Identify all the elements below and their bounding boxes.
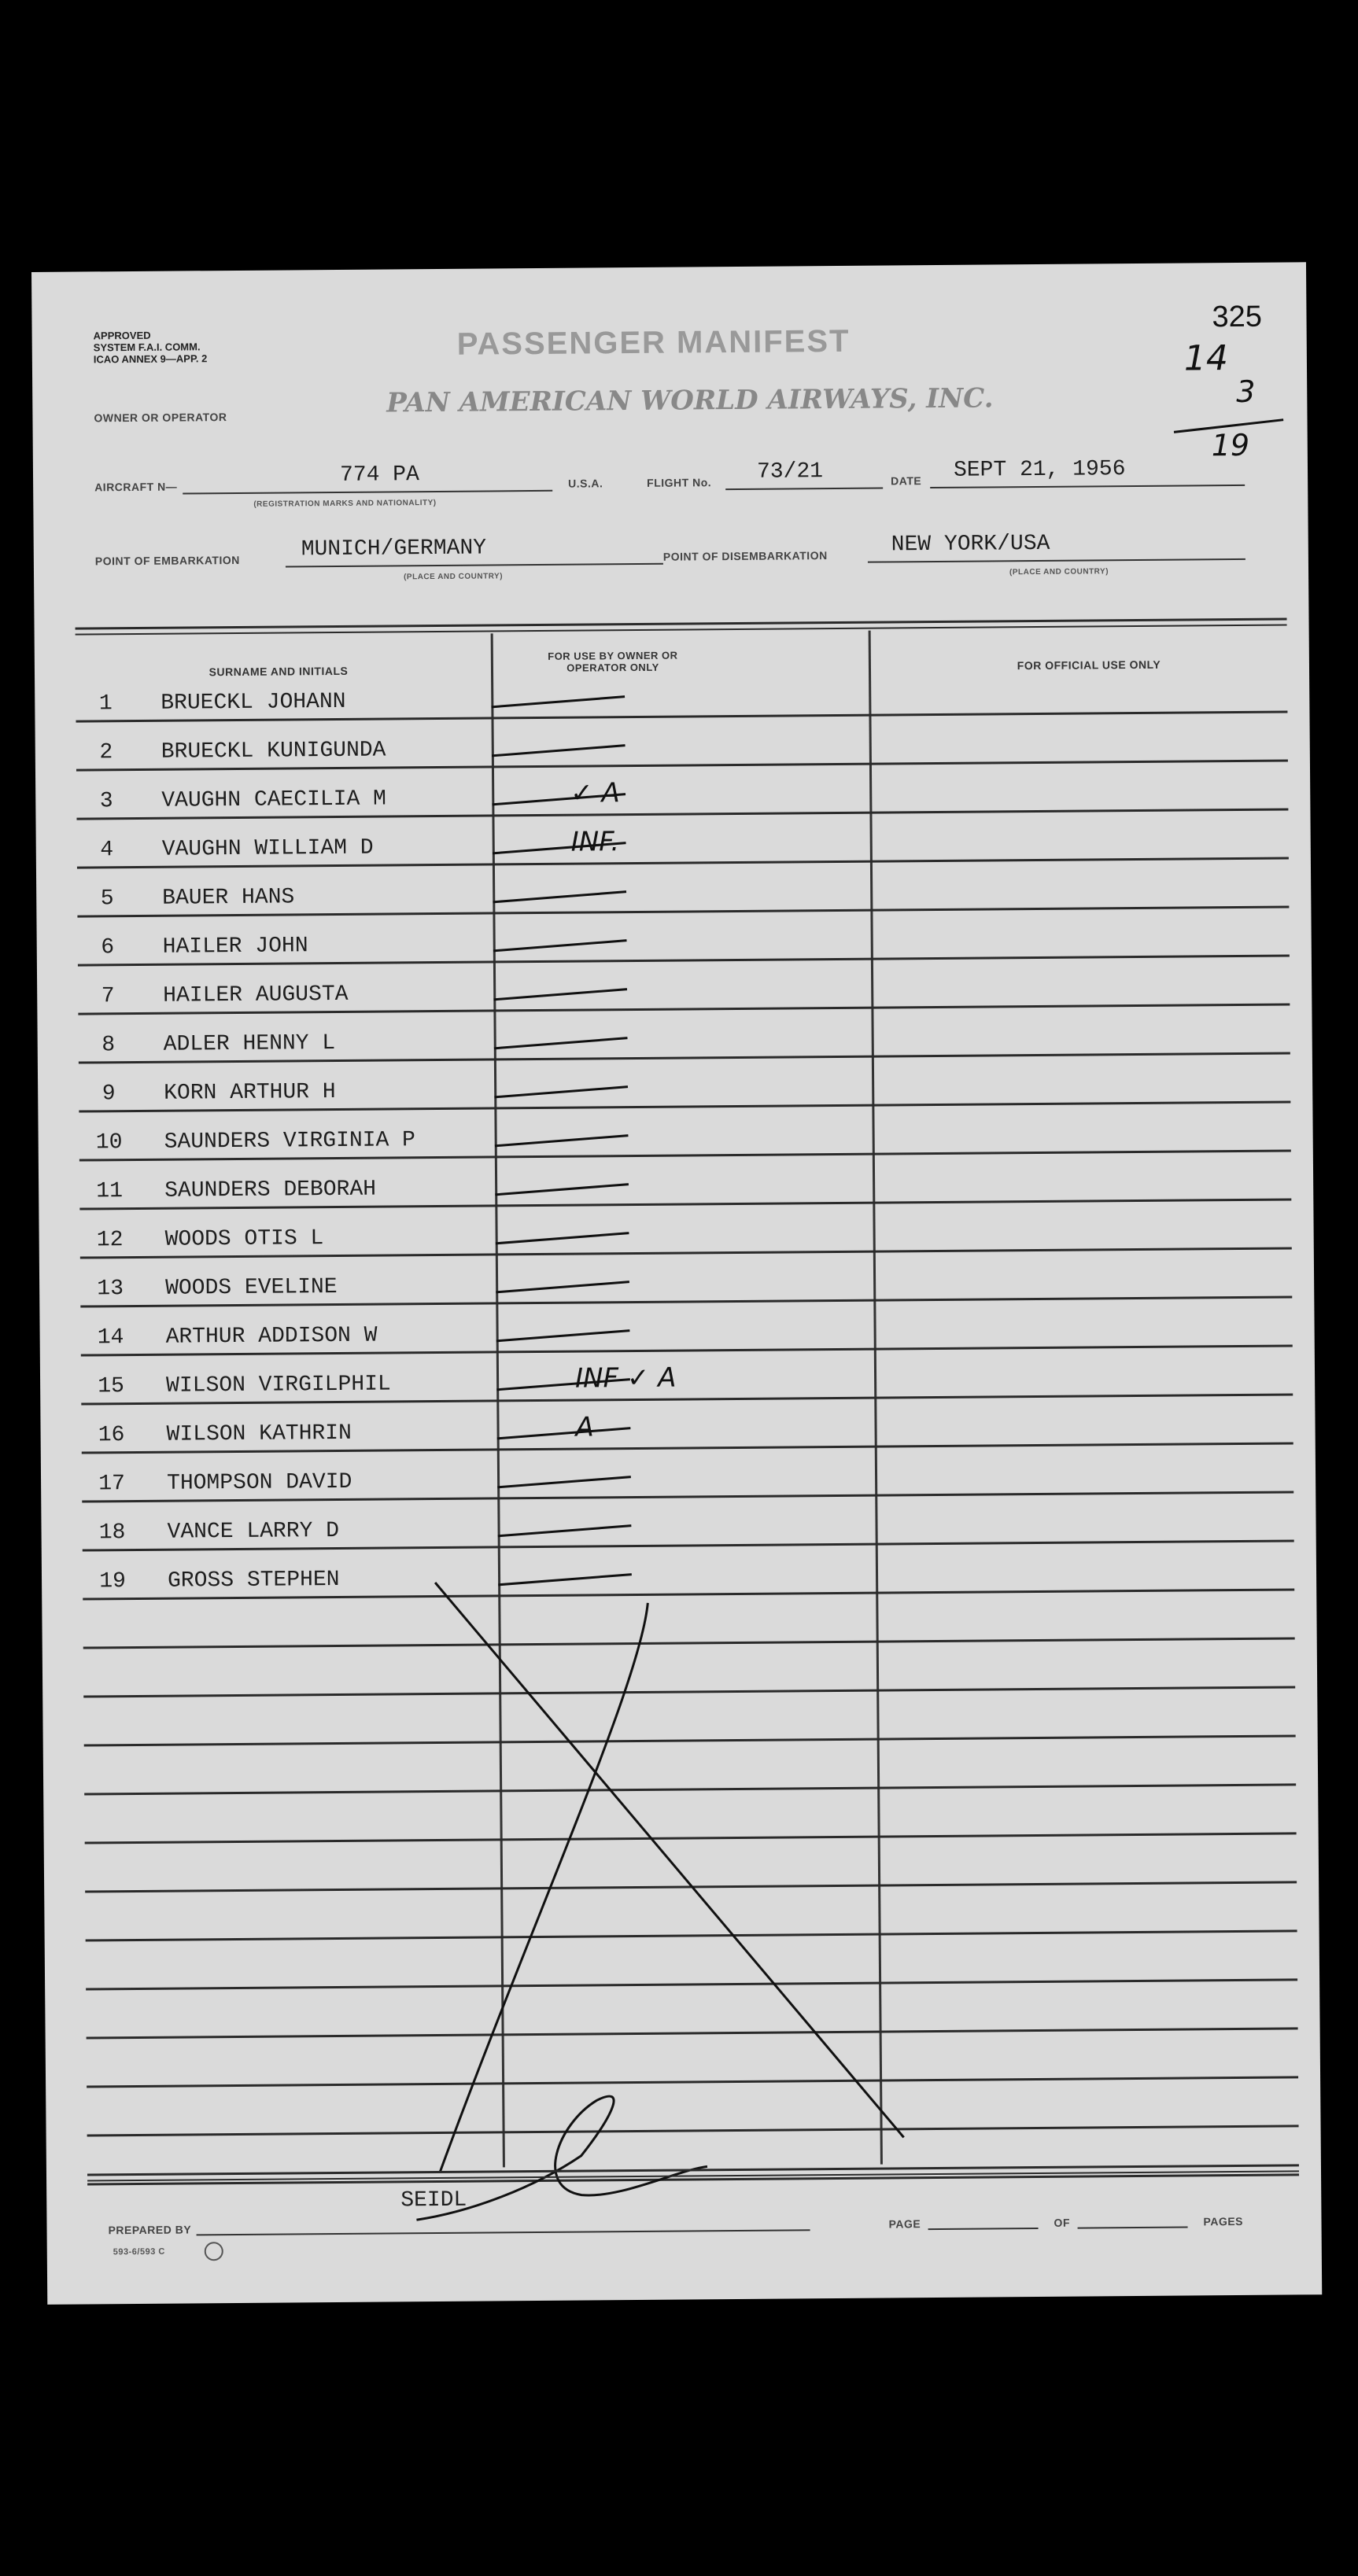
form-code: 593-6/593 C xyxy=(113,2246,165,2257)
passenger-name: SAUNDERS VIRGINIA P xyxy=(164,1128,416,1155)
row-number: 6 xyxy=(101,935,115,960)
date-value: SEPT 21, 1956 xyxy=(953,457,1126,483)
date-label: DATE xyxy=(891,474,922,488)
disembarkation-value: NEW YORK/USA xyxy=(891,531,1050,558)
approval-line: SYSTEM F.A.I. COMM. xyxy=(93,341,201,354)
of-label: OF xyxy=(1054,2216,1071,2229)
count-top: 14 xyxy=(1183,338,1229,379)
passenger-name: HAILER AUGUSTA xyxy=(163,982,349,1008)
prepared-by-label: PREPARED BY xyxy=(108,2223,192,2237)
col-surname-header: SURNAME AND INITIALS xyxy=(208,664,349,679)
owner-mark: A xyxy=(575,1411,594,1443)
row-number: 4 xyxy=(100,838,114,863)
form-title: PASSENGER MANIFEST xyxy=(456,323,851,362)
country-label: U.S.A. xyxy=(568,477,603,490)
row-number: 1 xyxy=(98,691,113,717)
row-number: 9 xyxy=(101,1082,116,1107)
crossout-line xyxy=(435,1603,652,2172)
row-number: 11 xyxy=(96,1179,124,1204)
row-number: 12 xyxy=(96,1228,124,1253)
passenger-name: VAUGHN CAECILIA M xyxy=(161,787,387,813)
row-number: 16 xyxy=(98,1423,125,1448)
passenger-name: KORN ARTHUR H xyxy=(164,1079,336,1106)
passenger-name: ARTHUR ADDISON W xyxy=(165,1323,378,1350)
embarkation-sublabel: (PLACE AND COUNTRY) xyxy=(404,572,504,582)
passenger-name: VANCE LARRY D xyxy=(167,1518,340,1545)
aircraft-sublabel: (REGISTRATION MARKS AND NATIONALITY) xyxy=(253,498,437,509)
row-number: 5 xyxy=(100,886,114,912)
approval-line: APPROVED xyxy=(93,329,151,342)
passenger-name: HAILER JOHN xyxy=(162,934,308,960)
passenger-name: GROSS STEPHEN xyxy=(167,1567,340,1594)
crossout-marks xyxy=(31,262,1322,2305)
embarkation-value: MUNICH/GERMANY xyxy=(301,536,487,562)
passenger-name: ADLER HENNY L xyxy=(163,1030,336,1057)
embarkation-label: POINT OF EMBARKATION xyxy=(94,553,240,568)
manifest-form xyxy=(31,262,1322,2305)
count-total: 19 xyxy=(1211,427,1250,463)
row-number: 7 xyxy=(101,984,115,1009)
passenger-name: BRUECKL KUNIGUNDA xyxy=(161,738,386,765)
row-number: 17 xyxy=(98,1472,126,1497)
row-number: 13 xyxy=(97,1277,124,1302)
owner-mark: ✓ A xyxy=(570,777,620,809)
prepared-by-value: SEIDL xyxy=(400,2187,467,2213)
pages-label: PAGES xyxy=(1203,2214,1244,2228)
page-number: 325 xyxy=(1212,300,1263,334)
page-label: PAGE xyxy=(888,2217,921,2231)
passenger-name: WILSON KATHRIN xyxy=(166,1421,352,1447)
approval-line: ICAO ANNEX 9—APP. 2 xyxy=(93,352,208,366)
passenger-name: WOODS OTIS L xyxy=(164,1226,324,1252)
crossout-line xyxy=(435,1579,904,2141)
col-official-header: FOR OFFICIAL USE ONLY xyxy=(1017,658,1161,673)
disembarkation-label: POINT OF DISEMBARKATION xyxy=(662,549,828,563)
owner-mark: INF ✓ A xyxy=(574,1362,677,1395)
disembarkation-sublabel: (PLACE AND COUNTRY) xyxy=(1009,567,1109,577)
row-number: 19 xyxy=(99,1569,126,1594)
passenger-name: VAUGHN WILLIAM D xyxy=(161,835,374,862)
passenger-name: BRUECKL JOHANN xyxy=(161,689,346,716)
row-number: 14 xyxy=(97,1325,124,1351)
owner-label: OWNER OR OPERATOR xyxy=(94,411,227,425)
row-number: 3 xyxy=(99,789,113,814)
passenger-name: THOMPSON DAVID xyxy=(166,1469,352,1496)
row-number: 15 xyxy=(98,1374,125,1399)
row-number: 18 xyxy=(98,1520,126,1546)
row-number: 2 xyxy=(99,740,113,765)
owner-mark: INF. xyxy=(570,826,620,858)
passenger-name: WOODS EVELINE xyxy=(165,1274,338,1301)
airline-name: PAN AMERICAN WORLD AIRWAYS, INC. xyxy=(386,382,994,419)
count-mid: 3 xyxy=(1236,374,1256,409)
union-bug-icon xyxy=(205,2242,223,2261)
col-owner-header: FOR USE BY OWNER OR OPERATOR ONLY xyxy=(548,649,678,674)
aircraft-value: 774 PA xyxy=(339,463,419,488)
row-number: 10 xyxy=(95,1130,123,1155)
aircraft-label: AIRCRAFT N— xyxy=(94,480,178,494)
passenger-name: BAUER HANS xyxy=(162,885,295,911)
passenger-name: SAUNDERS DEBORAH xyxy=(164,1177,377,1203)
passenger-name: WILSON VIRGILPHIL xyxy=(166,1372,391,1399)
flight-label: FLIGHT No. xyxy=(647,476,712,489)
row-number: 8 xyxy=(101,1033,116,1058)
flight-value: 73/21 xyxy=(756,459,824,485)
